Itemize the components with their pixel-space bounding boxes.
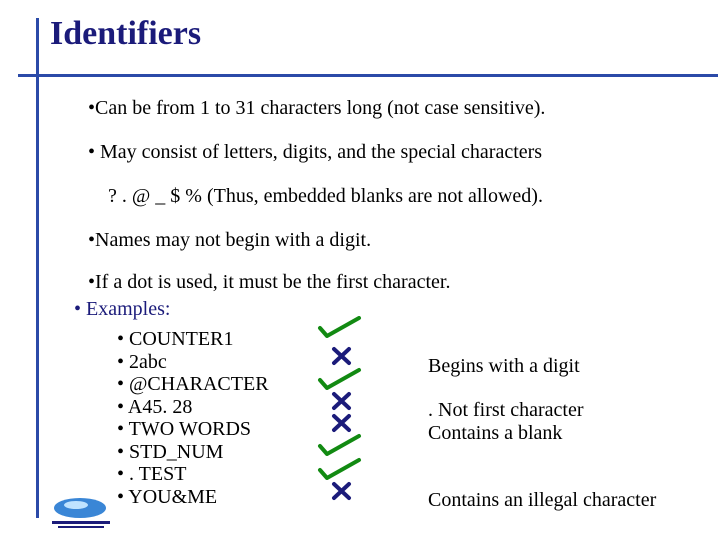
cross-icon — [334, 416, 349, 430]
bullet-characters-continued: ? . @ _ $ % (Thus, embedded blanks are not allowed). — [108, 185, 543, 207]
examples-label: • Examples: — [74, 298, 171, 320]
accent-horizontal-bar — [18, 74, 718, 77]
validity-marks — [316, 316, 366, 502]
bullet-characters: • May consist of letters, digits, and the special characters — [88, 141, 543, 163]
check-icon — [320, 370, 359, 388]
example-item: • A45. 28 — [117, 395, 193, 418]
slide-title: Identifiers — [50, 15, 202, 52]
bullet-no-digit-start: •Names may not begin with a digit. — [88, 229, 372, 251]
note-illegal-char: Contains an illegal character — [428, 489, 657, 511]
example-item: • @CHARACTER — [117, 373, 269, 395]
check-icon — [320, 318, 359, 336]
example-item: • TWO WORDS — [117, 418, 252, 440]
logo-globe-icon — [48, 496, 112, 530]
cross-icon — [334, 394, 349, 408]
example-item: • YOU&ME — [117, 485, 218, 508]
example-item: • COUNTER1 — [117, 328, 234, 350]
accent-vertical-bar — [36, 18, 39, 518]
note-blank: Contains a blank — [428, 422, 563, 444]
example-item: • 2abc — [117, 350, 167, 373]
check-icon — [320, 436, 359, 454]
examples-list — [117, 328, 269, 508]
example-item: • . TEST — [117, 463, 187, 485]
example-item: • STD_NUM — [117, 440, 224, 463]
bullet-dot-rule: •If a dot is used, it must be the first character. — [88, 271, 451, 293]
bullet-length: •Can be from 1 to 31 characters long (not case sensitive). — [88, 97, 546, 119]
cross-icon — [334, 484, 349, 498]
note-begins-digit: Begins with a digit — [428, 355, 580, 377]
check-icon — [320, 460, 359, 478]
cross-icon — [334, 349, 349, 363]
note-dot-position: . Not first character — [428, 399, 584, 421]
